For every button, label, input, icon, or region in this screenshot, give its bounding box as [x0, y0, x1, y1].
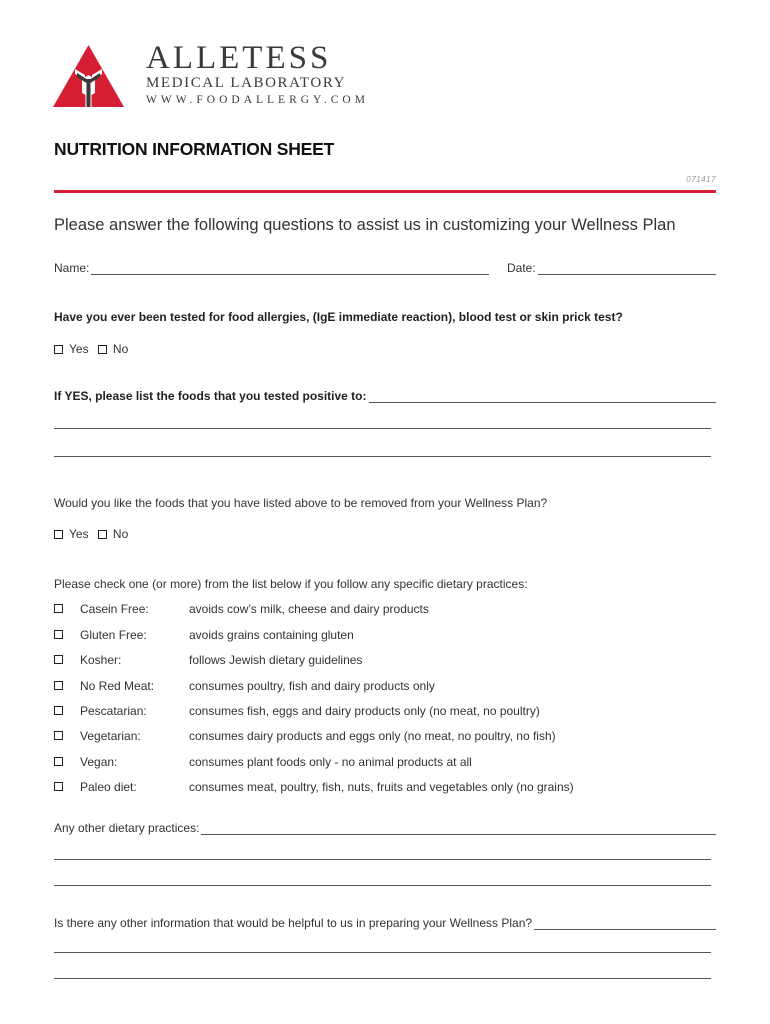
title-divider [54, 190, 716, 193]
intro-text: Please answer the following questions to assist us in customizing your Wellness Plan [54, 216, 676, 234]
diet-item-vegan[interactable] [54, 755, 674, 771]
diet-item-desc: consumes fish, eggs and dairy products only (no meat, no poultry) [189, 704, 540, 718]
vegetarian-checkbox[interactable] [54, 731, 63, 740]
question-food-allergy-test: Have you ever been tested for food allergies, (IgE immediate reaction), blood test or skin prick test? [54, 310, 623, 324]
diet-item-vegetarian[interactable] [54, 729, 674, 745]
other-diet-label: Any other dietary practices: [54, 821, 200, 835]
other-diet-blank-1[interactable] [201, 824, 716, 835]
positive-foods-field[interactable] [54, 389, 716, 403]
question-other-info: Is there any other information that would be helpful to us in preparing your Wellness Plan? [54, 916, 533, 930]
no-red-meat-checkbox[interactable] [54, 681, 63, 690]
q1-no-checkbox[interactable] [98, 345, 107, 354]
casein-free-checkbox[interactable] [54, 604, 63, 613]
diet-item-desc: avoids cow’s milk, cheese and dairy products [189, 602, 429, 616]
diet-item-name: Vegetarian: [80, 729, 141, 743]
q1-no-label: No [112, 342, 129, 356]
diet-item-casein-free[interactable] [54, 602, 674, 618]
positive-foods-blank-3[interactable] [54, 456, 711, 457]
diet-item-desc: consumes poultry, fish and dairy products only [189, 679, 435, 693]
q1-options [54, 342, 134, 356]
form-code: 071417 [686, 175, 716, 184]
diet-item-no-red-meat[interactable] [54, 679, 674, 695]
other-info-field[interactable] [54, 916, 716, 930]
q1-yes-checkbox[interactable] [54, 345, 63, 354]
alletess-logo-icon [53, 45, 124, 107]
q3-no-label: No [112, 527, 129, 541]
logo-subtitle: MEDICAL LABORATORY [146, 75, 347, 91]
diet-item-desc: consumes meat, poultry, fish, nuts, fruits and vegetables only (no grains) [189, 780, 574, 794]
diet-item-gluten-free[interactable] [54, 628, 674, 644]
diet-intro: Please check one (or more) from the list below if you follow any specific dietary practices: [54, 577, 528, 591]
question-remove-foods: Would you like the foods that you have listed above to be removed from your Wellness Plan? [54, 496, 548, 510]
logo-company-name: ALLETESS [146, 40, 332, 76]
date-field[interactable] [507, 261, 716, 275]
diet-item-desc: follows Jewish dietary guidelines [189, 653, 363, 667]
q3-yes-checkbox[interactable] [54, 530, 63, 539]
diet-item-desc: consumes dairy products and eggs only (no meat, no poultry, no fish) [189, 729, 556, 743]
date-label: Date: [507, 261, 536, 275]
diet-item-name: No Red Meat: [80, 679, 155, 693]
vegan-checkbox[interactable] [54, 757, 63, 766]
gluten-free-checkbox[interactable] [54, 630, 63, 639]
diet-item-paleo[interactable] [54, 780, 674, 796]
diet-item-name: Paleo diet: [80, 780, 137, 794]
diet-item-desc: avoids grains containing gluten [189, 628, 354, 642]
pescatarian-checkbox[interactable] [54, 706, 63, 715]
diet-item-desc: consumes plant foods only - no animal products at all [189, 755, 472, 769]
diet-item-name: Pescatarian: [80, 704, 147, 718]
date-blank[interactable] [538, 264, 716, 275]
diet-item-name: Vegan: [80, 755, 118, 769]
diet-item-name: Casein Free: [80, 602, 149, 616]
other-diet-blank-3[interactable] [54, 885, 711, 886]
positive-foods-blank-1[interactable] [369, 392, 717, 403]
positive-foods-blank-2[interactable] [54, 428, 711, 429]
paleo-checkbox[interactable] [54, 782, 63, 791]
name-field[interactable] [54, 261, 489, 275]
other-info-blank-1[interactable] [534, 919, 716, 930]
q3-no-checkbox[interactable] [98, 530, 107, 539]
name-blank[interactable] [91, 264, 489, 275]
diet-item-name: Kosher: [80, 653, 122, 667]
diet-item-kosher[interactable] [54, 653, 674, 669]
q3-options [54, 527, 134, 541]
diet-item-pescatarian[interactable] [54, 704, 674, 720]
kosher-checkbox[interactable] [54, 655, 63, 664]
other-diet-field[interactable] [54, 821, 716, 835]
other-info-blank-3[interactable] [54, 978, 711, 979]
q3-yes-label: Yes [69, 527, 89, 541]
other-diet-blank-2[interactable] [54, 859, 711, 860]
logo-website: WWW.FOODALLERGY.COM [146, 94, 369, 106]
q1-yes-label: Yes [69, 342, 89, 356]
name-label: Name: [54, 261, 90, 275]
other-info-blank-2[interactable] [54, 952, 711, 953]
question-positive-foods: If YES, please list the foods that you tested positive to: [54, 389, 367, 403]
page-title: NUTRITION INFORMATION SHEET [54, 139, 335, 159]
diet-item-name: Gluten Free: [80, 628, 147, 642]
